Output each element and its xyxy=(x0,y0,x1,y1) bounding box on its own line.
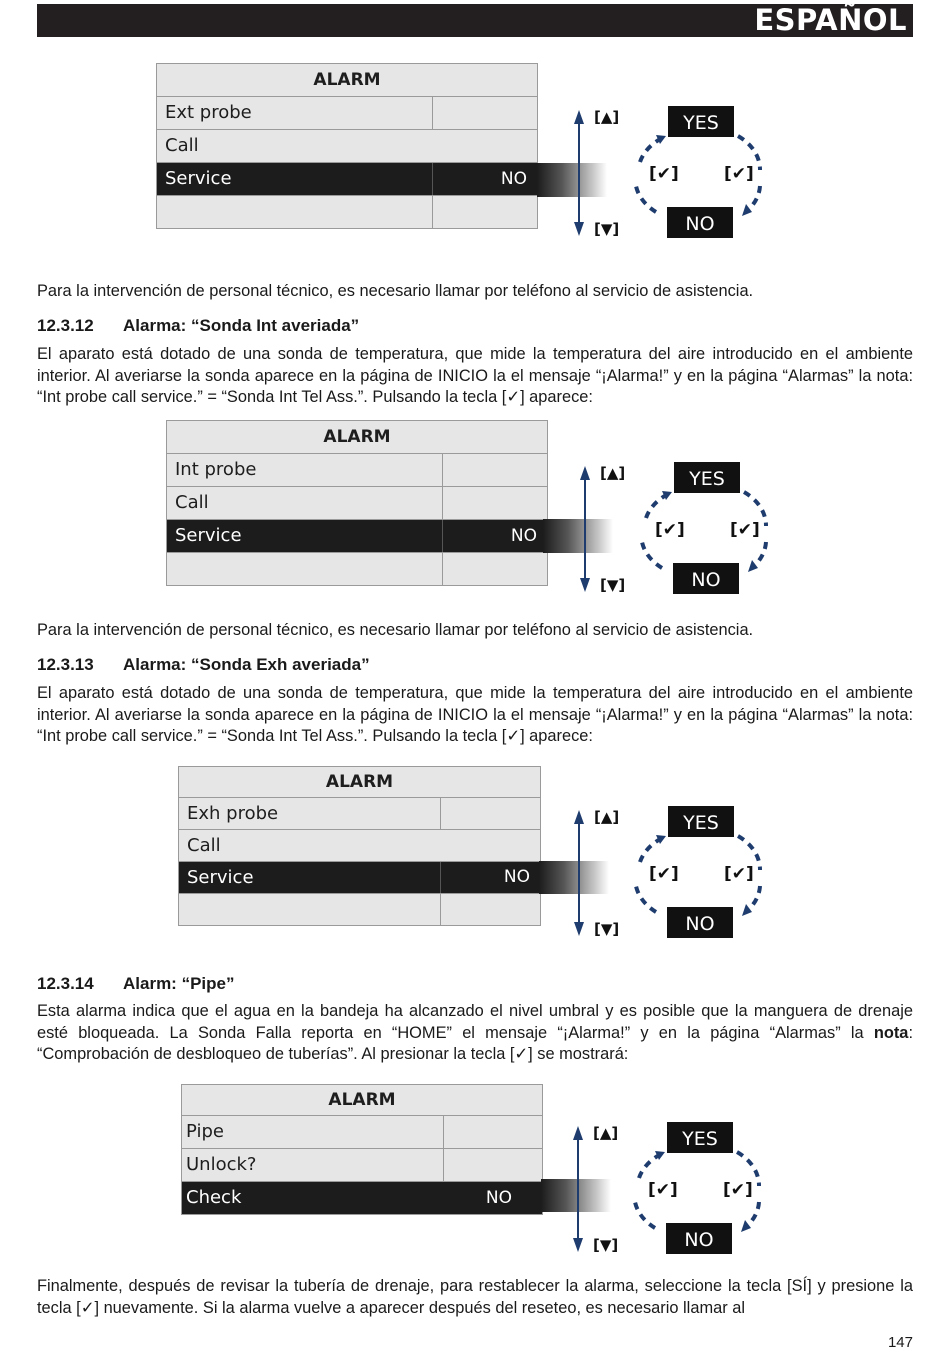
panel-title: ALARM xyxy=(167,421,547,454)
row-label: Int probe xyxy=(175,459,257,480)
section-heading-12-3-12 xyxy=(37,315,359,337)
row-label: Service xyxy=(187,867,254,888)
section-heading-12-3-14 xyxy=(37,973,234,995)
text-run: Esta alarma indica que el agua en la bandeja ha alcanzado el nivel umbral y es posible que la manguera de drenaje esté bloqueada. La Sonda Falla reporta en “HOME” el mensaje “¡Alarma!” y en la página “Alarmas” la xyxy=(37,1002,913,1042)
row-value: NO xyxy=(503,867,530,887)
row-label: Service xyxy=(175,525,242,546)
language-label: ESPAÑOL xyxy=(754,3,907,37)
panel-row xyxy=(182,1149,542,1182)
panel-row-selected xyxy=(157,163,537,196)
section-number: 12.3.12 xyxy=(37,316,94,335)
row-label: Service xyxy=(165,168,232,189)
text-run: : “Comprobación de desbloqueo de tuberías”. Al presionar la tecla [✓] se mostrará: xyxy=(37,1023,913,1063)
navigation-diagram xyxy=(576,456,786,596)
alarm-panel-pipe xyxy=(181,1084,543,1215)
row-value: NO xyxy=(510,526,537,546)
paragraph xyxy=(37,1001,913,1066)
row-value: NO xyxy=(500,169,527,189)
section-number: 12.3.13 xyxy=(37,655,94,674)
section-heading-12-3-13 xyxy=(37,654,370,676)
section-title: Alarm: “Pipe” xyxy=(123,974,235,993)
paragraph: El aparato está dotado de una sonda de temperatura, que mide la temperatura del aire introducido en el ambiente interior. Al averiarse la sonda aparece en la página de INICIO la el mensaje “¡Alarma!” y en la página “Alarmas” la nota: “Int probe call service.” = “Sonda Int Tel Ass.”. Pulsando la tecla [✓] aparece: xyxy=(37,684,913,745)
panel-row xyxy=(157,130,537,163)
alarm-panel-exh-probe xyxy=(178,766,541,926)
page-number: 147 xyxy=(887,1334,913,1351)
panel-row xyxy=(167,487,547,520)
panel-row xyxy=(179,830,540,862)
row-label: Unlock? xyxy=(186,1154,257,1175)
panel-row xyxy=(167,454,547,487)
row-label: Pipe xyxy=(186,1121,224,1142)
row-label: Call xyxy=(175,492,209,513)
navigation-diagram xyxy=(570,100,780,240)
navigation-diagram xyxy=(570,800,780,940)
panel-row xyxy=(182,1116,542,1149)
paragraph: El aparato está dotado de una sonda de temperatura, que mide la temperatura del aire introducido en el ambiente interior. Al averiarse la sonda aparece en la página de INICIO la el mensaje “¡Alarma!” y en la página “Alarmas” la nota: “Int probe call service.” = “Sonda Int Tel Ass.”. Pulsando la tecla [✓] aparece: xyxy=(37,345,913,406)
paragraph: Finalmente, después de revisar la tubería de drenaje, para restablecer la alarma, seleccione la tecla [SÍ] y presione la tecla [✓] nuevamente. Si la alarma vuelve a aparecer después del reseteo, es necesario llamar al xyxy=(37,1277,913,1317)
section-number: 12.3.14 xyxy=(37,974,94,993)
row-label: Exh probe xyxy=(187,803,279,824)
row-label: Call xyxy=(187,835,221,856)
row-label: Check xyxy=(186,1187,242,1208)
row-value: NO xyxy=(485,1188,512,1208)
panel-row xyxy=(157,196,537,228)
panel-row xyxy=(179,798,540,830)
paragraph: Para la intervención de personal técnico, es necesario llamar por teléfono al servicio de asistencia. xyxy=(37,621,754,639)
panel-row xyxy=(179,894,540,925)
panel-row-selected xyxy=(182,1182,542,1214)
panel-title: ALARM xyxy=(182,1085,542,1116)
panel-row xyxy=(167,553,547,585)
panel-title: ALARM xyxy=(157,64,537,97)
paragraph: Para la intervención de personal técnico, es necesario llamar por teléfono al servicio de asistencia. xyxy=(37,282,754,300)
navigation-diagram xyxy=(569,1116,779,1256)
alarm-panel-int-probe xyxy=(166,420,548,586)
panel-row xyxy=(157,97,537,130)
language-header-bar xyxy=(37,4,913,37)
text-run-bold: nota xyxy=(873,1023,909,1042)
section-title: Alarma: “Sonda Exh averiada” xyxy=(123,655,370,674)
panel-row-selected xyxy=(179,862,540,894)
panel-row-selected xyxy=(167,520,547,553)
alarm-panel-ext-probe xyxy=(156,63,538,229)
panel-title: ALARM xyxy=(179,767,540,798)
row-label: Call xyxy=(165,135,199,156)
row-label: Ext probe xyxy=(165,102,252,123)
section-title: Alarma: “Sonda Int averiada” xyxy=(123,316,360,335)
